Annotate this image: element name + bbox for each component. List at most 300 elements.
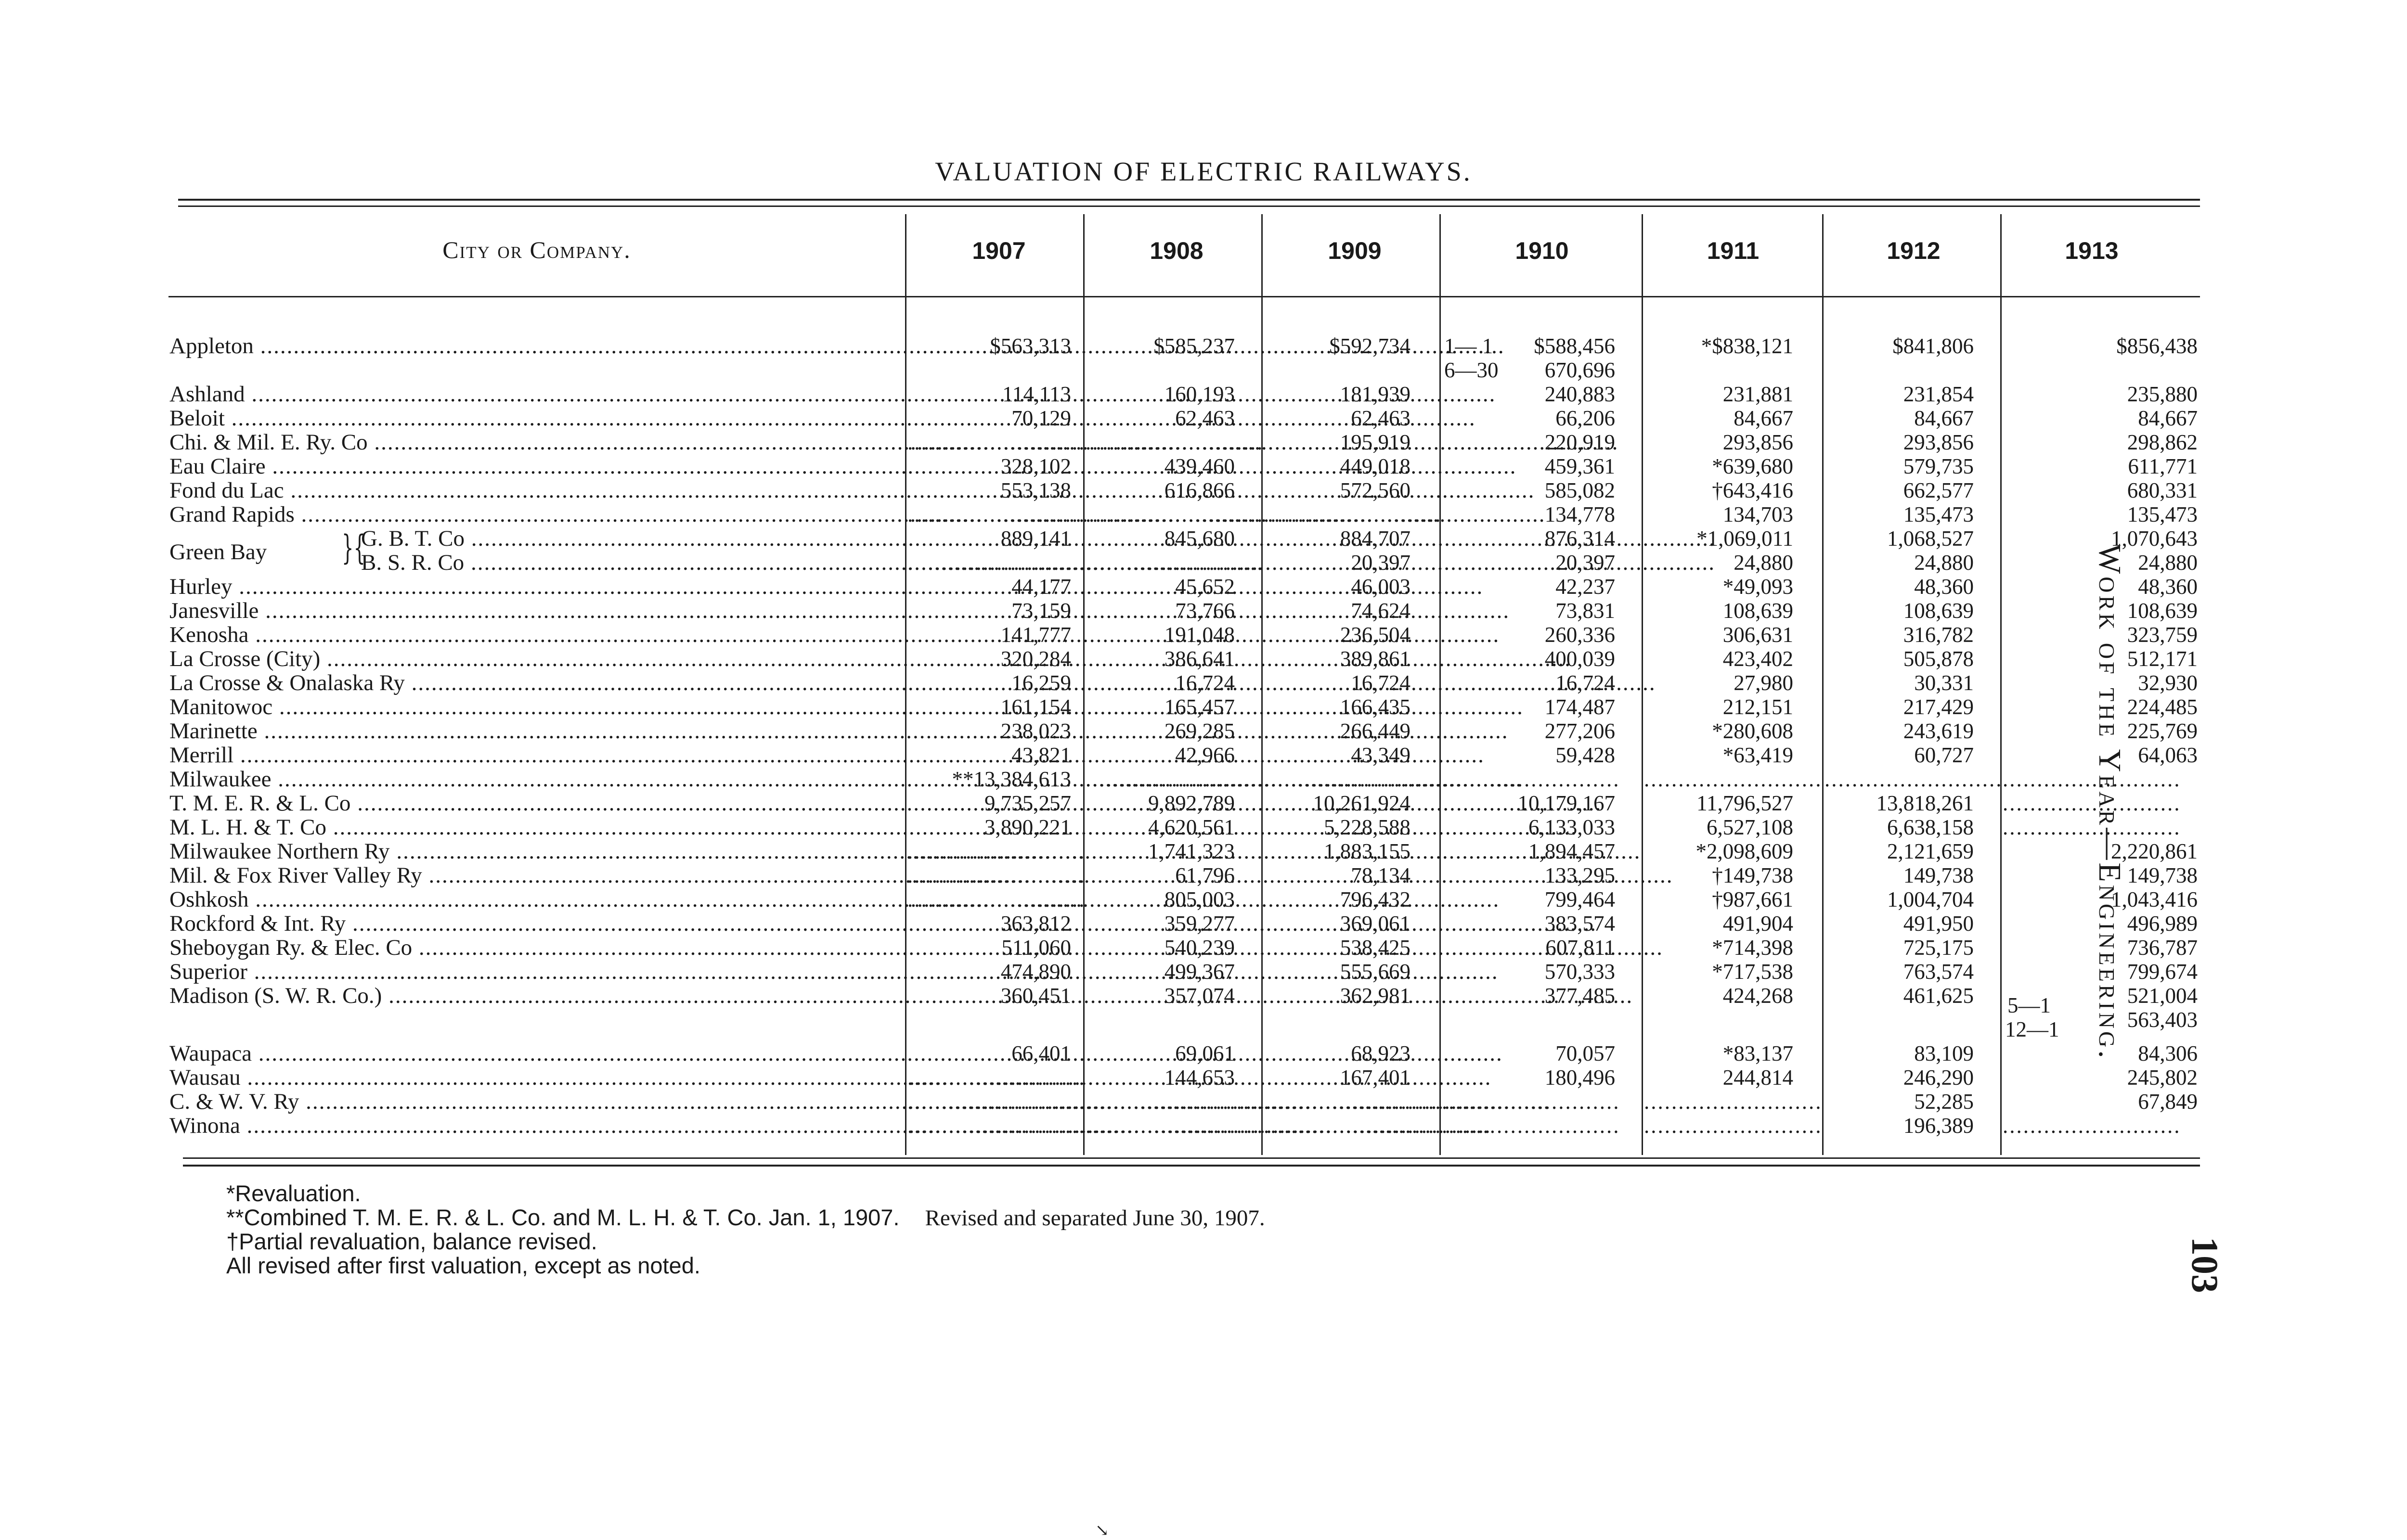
table-cell: $592,734	[1329, 334, 1411, 358]
empty-cell-leader: ..........................	[907, 502, 1086, 526]
table-cell: 134,703	[1722, 502, 1793, 526]
table-cell: 1,043,416	[2111, 887, 2198, 911]
table-row	[0, 623, 2407, 647]
table-cell: 66,401	[1011, 1041, 1071, 1065]
empty-cell-leader: ..........................	[907, 863, 1086, 887]
table-row	[0, 358, 2407, 382]
table-cell: 108,639	[2127, 599, 2198, 623]
date-note: 5—1	[2007, 993, 2051, 1017]
table-cell: 491,904	[1722, 911, 1793, 936]
table-cell: *1,069,011	[1696, 526, 1793, 551]
table-cell: 13,818,261	[1876, 791, 1974, 815]
empty-cell-leader: ..........................	[1264, 1090, 1442, 1114]
table-cell: 2,121,659	[1887, 839, 1974, 863]
table-cell: 725,175	[1903, 936, 1974, 960]
empty-cell-leader: ..........................	[1086, 551, 1264, 575]
table-cell: 62,463	[1175, 406, 1235, 430]
table-row	[0, 382, 2407, 406]
table-cell: 217,429	[1903, 695, 1974, 719]
table-cell: *49,093	[1722, 575, 1793, 599]
table-cell: 167,401	[1340, 1065, 1411, 1090]
table-cell: 680,331	[2127, 478, 2198, 502]
table-cell: 66,206	[1555, 406, 1615, 430]
table-cell: 24,880	[2138, 551, 2198, 575]
table-cell: 10,261,924	[1313, 791, 1411, 815]
table-cell: 306,631	[1722, 623, 1793, 647]
table-cell: 243,619	[1903, 719, 1974, 743]
empty-cell-leader: ..........................	[907, 1090, 1086, 1114]
table-cell: †987,661	[1712, 887, 1793, 911]
table-cell: 44,177	[1011, 575, 1071, 599]
table-cell: 362,981	[1340, 984, 1411, 1008]
table-cell: 114,113	[1002, 382, 1071, 406]
column-header-1913: 1913	[2065, 237, 2119, 264]
table-row	[0, 430, 2407, 454]
table-cell: 386,641	[1164, 647, 1235, 671]
table-cell: 266,449	[1340, 719, 1411, 743]
table-cell: 585,082	[1544, 478, 1615, 502]
row-label: Winona .....	[169, 1114, 904, 1138]
empty-cell-leader: ..........................	[1442, 767, 1620, 791]
table-cell: 579,735	[1903, 454, 1974, 478]
table-cell: 616,866	[1164, 478, 1235, 502]
table-row	[0, 502, 2407, 526]
table-cell: 328,102	[1000, 454, 1071, 478]
row-label: Superior .....	[169, 960, 904, 984]
empty-cell-leader: ..........................	[907, 887, 1086, 911]
table-row	[0, 767, 2407, 791]
empty-cell-leader: ..........................	[1644, 767, 1823, 791]
empty-cell-leader: ..........................	[2003, 767, 2181, 791]
table-title: VALUATION OF ELECTRIC RAILWAYS.	[935, 157, 1472, 187]
table-cell: 60,727	[1914, 743, 1974, 767]
empty-cell-leader: ..........................	[1086, 1114, 1264, 1138]
column-header-1908: 1908	[1150, 237, 1204, 264]
table-row	[0, 1041, 2407, 1065]
table-cell: 360,451	[1000, 984, 1071, 1008]
table-row	[0, 719, 2407, 743]
table-cell: 799,464	[1544, 887, 1615, 911]
table-cell: 134,778	[1544, 502, 1615, 526]
table-cell: 84,667	[2138, 406, 2198, 430]
table-cell: 662,577	[1903, 478, 1974, 502]
table-cell: 231,854	[1903, 382, 1974, 406]
table-cell: 499,367	[1164, 960, 1235, 984]
table-cell: 796,432	[1340, 887, 1411, 911]
row-label: Waupaca .....	[169, 1041, 904, 1065]
row-label: Janesville .....	[169, 599, 904, 623]
table-cell: 144,653	[1164, 1065, 1235, 1090]
table-cell: 424,268	[1722, 984, 1793, 1008]
table-cell: 363,812	[1000, 911, 1071, 936]
table-cell: 369,061	[1340, 911, 1411, 936]
table-cell: 73,159	[1011, 599, 1071, 623]
table-cell: $841,806	[1892, 334, 1974, 358]
empty-cell-leader: ..........................	[907, 551, 1086, 575]
row-label: Fond du Lac .....	[169, 478, 904, 502]
table-row	[0, 863, 2407, 887]
table-cell: 78,134	[1351, 863, 1411, 887]
row-label: Beloit .....	[169, 406, 904, 430]
table-cell: 174,487	[1544, 695, 1615, 719]
table-cell: 293,856	[1722, 430, 1793, 454]
table-cell: 70,057	[1555, 1041, 1615, 1065]
table-cell: 1,004,704	[1887, 887, 1974, 911]
row-label: Oshkosh .....	[169, 887, 904, 911]
table-row	[0, 1114, 2407, 1138]
table-cell: 505,878	[1903, 647, 1974, 671]
table-cell: 555,669	[1340, 960, 1411, 984]
table-cell: 195,919	[1340, 430, 1411, 454]
empty-cell-leader: ..........................	[1442, 1114, 1620, 1138]
table-cell: 84,667	[1914, 406, 1974, 430]
row-label: Milwaukee .....	[169, 767, 904, 791]
table-cell: 59,428	[1555, 743, 1615, 767]
row-label: Wausau .....	[169, 1065, 904, 1090]
table-cell: 191,048	[1164, 623, 1235, 647]
table-cell: 1,741,323	[1148, 839, 1235, 863]
table-cell: 108,639	[1903, 599, 1974, 623]
table-cell: 1,068,527	[1887, 526, 1974, 551]
empty-cell-leader: ..........................	[1086, 767, 1264, 791]
bottom-rule	[183, 1157, 2200, 1159]
table-cell: 68,923	[1351, 1041, 1411, 1065]
empty-cell-leader: ..........................	[907, 430, 1086, 454]
table-cell: 238,023	[1000, 719, 1071, 743]
table-cell: 166,435	[1340, 695, 1411, 719]
table-cell: 149,738	[2127, 863, 2198, 887]
date-note: 12—1	[2005, 1017, 2059, 1041]
table-cell: 805,003	[1164, 887, 1235, 911]
table-cell: 231,881	[1722, 382, 1793, 406]
table-cell: 389,861	[1340, 647, 1411, 671]
brace-icon: }{	[342, 528, 366, 567]
table-cell: 277,206	[1544, 719, 1615, 743]
table-row	[0, 1065, 2407, 1090]
table-cell: 323,759	[2127, 623, 2198, 647]
table-cell: 16,724	[1351, 671, 1411, 695]
table-row	[0, 743, 2407, 767]
table-row	[0, 791, 2407, 815]
table-row	[0, 406, 2407, 430]
table-row	[0, 454, 2407, 478]
table-cell: 449,018	[1340, 454, 1411, 478]
table-cell: 260,336	[1544, 623, 1615, 647]
table-row	[0, 575, 2407, 599]
table-cell: 70,129	[1011, 406, 1071, 430]
table-cell: 3,890,221	[984, 815, 1071, 839]
table-cell: 133,295	[1544, 863, 1615, 887]
table-cell: 240,883	[1544, 382, 1615, 406]
table-cell: 269,285	[1164, 719, 1235, 743]
empty-cell-leader: ..........................	[1644, 1090, 1823, 1114]
empty-cell-leader: ..........................	[1086, 430, 1264, 454]
column-header-1909: 1909	[1328, 237, 1382, 264]
row-label: Rockford & Int. Ry .....	[169, 911, 904, 936]
table-cell: 607,811	[1545, 936, 1615, 960]
table-cell: 64,063	[2138, 743, 2198, 767]
table-cell: $585,237	[1153, 334, 1235, 358]
date-note: 6—30	[1444, 358, 1499, 382]
table-cell: 48,360	[1914, 575, 1974, 599]
table-cell: *639,680	[1712, 454, 1793, 478]
table-cell: *63,419	[1722, 743, 1793, 767]
table-cell: *714,398	[1712, 936, 1793, 960]
table-cell: 24,880	[1914, 551, 1974, 575]
table-cell: 141,777	[1000, 623, 1071, 647]
table-row	[0, 695, 2407, 719]
row-label: Hurley .....	[169, 575, 904, 599]
table-cell: 135,473	[2127, 502, 2198, 526]
table-row	[0, 1090, 2407, 1114]
table-cell: 11,796,527	[1696, 791, 1793, 815]
table-cell: 293,856	[1903, 430, 1974, 454]
table-cell: **13,384,613	[952, 767, 1071, 791]
table-row	[0, 478, 2407, 502]
table-cell: 62,463	[1351, 406, 1411, 430]
table-cell: 763,574	[1903, 960, 1974, 984]
table-cell: $563,313	[990, 334, 1071, 358]
table-cell: 423,402	[1722, 647, 1793, 671]
table-cell: 876,314	[1544, 526, 1615, 551]
table-cell: 400,039	[1544, 647, 1615, 671]
bottom-rule-thick	[183, 1165, 2200, 1167]
table-cell: 43,821	[1011, 743, 1071, 767]
table-cell: 52,285	[1914, 1090, 1974, 1114]
table-row	[0, 815, 2407, 839]
footnote: All revised after first valuation, except as noted.	[226, 1253, 700, 1278]
row-label: M. L. H. & T. Co .....	[169, 815, 904, 839]
table-cell: 511,060	[1001, 936, 1071, 960]
table-row	[0, 334, 2407, 358]
table-row	[0, 839, 2407, 863]
table-cell: 461,625	[1903, 984, 1974, 1008]
table-cell: 6,133,033	[1528, 815, 1615, 839]
table-cell: *$838,121	[1701, 334, 1793, 358]
table-cell: 84,306	[2138, 1041, 2198, 1065]
table-cell: *83,137	[1722, 1041, 1793, 1065]
empty-cell-leader: ..........................	[1086, 502, 1264, 526]
empty-cell-leader: ..........................	[907, 1114, 1086, 1138]
table-row	[0, 647, 2407, 671]
table-cell: 357,074	[1164, 984, 1235, 1008]
table-cell: 67,849	[2138, 1090, 2198, 1114]
table-cell: 74,624	[1351, 599, 1411, 623]
empty-cell-leader: ..........................	[1644, 1114, 1823, 1138]
row-label: La Crosse (City) .....	[169, 647, 904, 671]
table-cell: 1,894,457	[1528, 839, 1615, 863]
table-cell: 496,989	[2127, 911, 2198, 936]
table-cell: 224,485	[2127, 695, 2198, 719]
row-label: G. B. T. Co .....	[361, 526, 904, 551]
table-cell: 572,560	[1340, 478, 1411, 502]
table-cell: 491,950	[1903, 911, 1974, 936]
row-label: La Crosse & Onalaska Ry .....	[169, 671, 904, 695]
table-cell: 799,674	[2127, 960, 2198, 984]
table-row	[0, 936, 2407, 960]
table-cell: 225,769	[2127, 719, 2198, 743]
table-cell: 4,620,561	[1148, 815, 1235, 839]
column-header-1912: 1912	[1887, 237, 1941, 264]
table-cell: 27,980	[1734, 671, 1793, 695]
table-cell: 181,939	[1340, 382, 1411, 406]
footnote-part: **Combined T. M. E. R. & L. Co. and M. L. H. & T. Co. Jan. 1, 1907.	[226, 1205, 900, 1230]
top-rule	[178, 199, 2200, 201]
table-cell: 540,239	[1164, 936, 1235, 960]
table-cell: 459,361	[1544, 454, 1615, 478]
empty-cell-leader: ..........................	[2003, 1114, 2181, 1138]
row-label: Milwaukee Northern Ry .....	[169, 839, 904, 863]
row-label: Sheboygan Ry. & Elec. Co .....	[169, 936, 904, 960]
group-label-green-bay: Green Bay	[169, 539, 267, 565]
table-row	[0, 671, 2407, 695]
table-row	[0, 599, 2407, 623]
row-label: Grand Rapids .....	[169, 502, 904, 526]
table-cell: 61,796	[1175, 863, 1235, 887]
empty-cell-leader: ..........................	[2003, 791, 2181, 815]
table-cell: 43,349	[1351, 743, 1411, 767]
table-cell: 9,892,789	[1148, 791, 1235, 815]
table-cell: 1,883,155	[1324, 839, 1411, 863]
table-cell: 244,814	[1722, 1065, 1793, 1090]
table-cell: 845,680	[1164, 526, 1235, 551]
table-cell: 235,880	[2127, 382, 2198, 406]
row-label: Madison (S. W. R. Co.) .....	[169, 984, 904, 1008]
table-cell: 512,171	[2127, 647, 2198, 671]
table-cell: 32,930	[2138, 671, 2198, 695]
empty-cell-leader: ..........................	[1442, 1090, 1620, 1114]
table-cell: 84,667	[1734, 406, 1793, 430]
table-cell: 135,473	[1903, 502, 1974, 526]
table-cell: 236,504	[1340, 623, 1411, 647]
row-label: Marinette .....	[169, 719, 904, 743]
table-cell: 20,397	[1351, 551, 1411, 575]
table-cell: 180,496	[1544, 1065, 1615, 1090]
table-cell: †643,416	[1712, 478, 1793, 502]
table-row	[0, 911, 2407, 936]
table-cell: 16,259	[1011, 671, 1071, 695]
table-cell: 160,193	[1164, 382, 1235, 406]
row-label: Manitowoc .....	[169, 695, 904, 719]
table-cell: 149,738	[1903, 863, 1974, 887]
table-cell: 83,109	[1914, 1041, 1974, 1065]
table-cell: 889,141	[1000, 526, 1071, 551]
table-cell: 6,527,108	[1707, 815, 1793, 839]
table-cell: 246,290	[1903, 1065, 1974, 1090]
print-mark: ↘	[1095, 1521, 1109, 1540]
row-label: Mil. & Fox River Valley Ry .....	[169, 863, 904, 887]
table-cell: 359,277	[1164, 911, 1235, 936]
row-label: Kenosha .....	[169, 623, 904, 647]
table-cell: 45,652	[1175, 575, 1235, 599]
table-cell: 46,003	[1351, 575, 1411, 599]
empty-cell-leader: ..........................	[1086, 1090, 1264, 1114]
row-label: Eau Claire .....	[169, 454, 904, 478]
table-cell: 563,403	[2127, 1008, 2198, 1032]
table-cell: 48,360	[2138, 575, 2198, 599]
table-cell: 298,862	[2127, 430, 2198, 454]
footnote	[226, 1206, 1265, 1230]
table-cell: *280,608	[1712, 719, 1793, 743]
table-cell: 2,220,861	[2111, 839, 2198, 863]
table-cell: $588,456	[1534, 334, 1615, 358]
table-cell: 320,284	[1000, 647, 1071, 671]
table-cell: 383,574	[1544, 911, 1615, 936]
table-cell: 439,460	[1164, 454, 1235, 478]
table-cell: 220,919	[1544, 430, 1615, 454]
row-label: C. & W. V. Ry .....	[169, 1090, 904, 1114]
table-cell: $856,438	[2116, 334, 2198, 358]
table-cell: 20,397	[1555, 551, 1615, 575]
table-cell: 73,766	[1175, 599, 1235, 623]
footnote: *Revaluation.	[226, 1181, 361, 1206]
table-cell: 24,880	[1734, 551, 1793, 575]
table-row	[0, 887, 2407, 911]
empty-cell-leader: ..........................	[1264, 502, 1442, 526]
row-label: B. S. R. Co .....	[361, 551, 904, 575]
table-cell: 736,787	[2127, 936, 2198, 960]
table-cell: 884,707	[1340, 526, 1411, 551]
footnote-part: Revised and separated June 30, 1907.	[925, 1206, 1265, 1231]
row-label: T. M. E. R. & L. Co .....	[169, 791, 904, 815]
table-cell: 42,966	[1175, 743, 1235, 767]
table-cell: 9,735,257	[984, 791, 1071, 815]
table-cell: *717,538	[1712, 960, 1793, 984]
table-cell: 10,179,167	[1517, 791, 1615, 815]
running-head: Work of the Year—Engineering.	[2092, 544, 2127, 1061]
table-cell: *2,098,609	[1695, 839, 1793, 863]
page-number: 103	[2184, 1237, 2226, 1293]
table-cell: 108,639	[1722, 599, 1793, 623]
table-cell: 570,333	[1544, 960, 1615, 984]
table-cell: 245,802	[2127, 1065, 2198, 1090]
table-cell: 212,151	[1722, 695, 1793, 719]
column-header-1910: 1910	[1515, 237, 1569, 264]
empty-cell-leader: ..........................	[1264, 1114, 1442, 1138]
empty-cell-leader: ..........................	[907, 1065, 1086, 1090]
column-header-city: City or Company.	[442, 236, 631, 263]
row-label: Appleton .....	[169, 334, 904, 358]
table-cell: 6,638,158	[1887, 815, 1974, 839]
table-cell: 538,425	[1340, 936, 1411, 960]
date-note: 1— 1	[1444, 334, 1493, 358]
table-cell: 1,070,643	[2111, 526, 2198, 551]
column-header-1907: 1907	[972, 237, 1026, 264]
row-label: Merrill .....	[169, 743, 904, 767]
table-cell: 521,004	[2127, 984, 2198, 1008]
table-cell: 165,457	[1164, 695, 1235, 719]
table-cell: 69,061	[1175, 1041, 1235, 1065]
top-rule-thin	[178, 205, 2200, 207]
table-cell: 42,237	[1555, 575, 1615, 599]
header-rule	[168, 296, 2200, 297]
empty-cell-leader: ..........................	[1825, 767, 2003, 791]
table-cell: 611,771	[2128, 454, 2198, 478]
empty-cell-leader: ..........................	[2003, 815, 2181, 839]
column-header-1911: 1911	[1707, 237, 1760, 264]
table-cell: †149,738	[1712, 863, 1793, 887]
footnote: †Partial revaluation, balance revised.	[226, 1229, 597, 1254]
table-cell: 5,228,588	[1324, 815, 1411, 839]
table-cell: 16,724	[1555, 671, 1615, 695]
empty-cell-leader: ..........................	[907, 839, 1086, 863]
table-cell: 670,696	[1544, 358, 1615, 382]
table-row	[0, 960, 2407, 984]
table-cell: 316,782	[1903, 623, 1974, 647]
table-cell: 30,331	[1914, 671, 1974, 695]
table-cell: 16,724	[1175, 671, 1235, 695]
row-label: Ashland .....	[169, 382, 904, 406]
